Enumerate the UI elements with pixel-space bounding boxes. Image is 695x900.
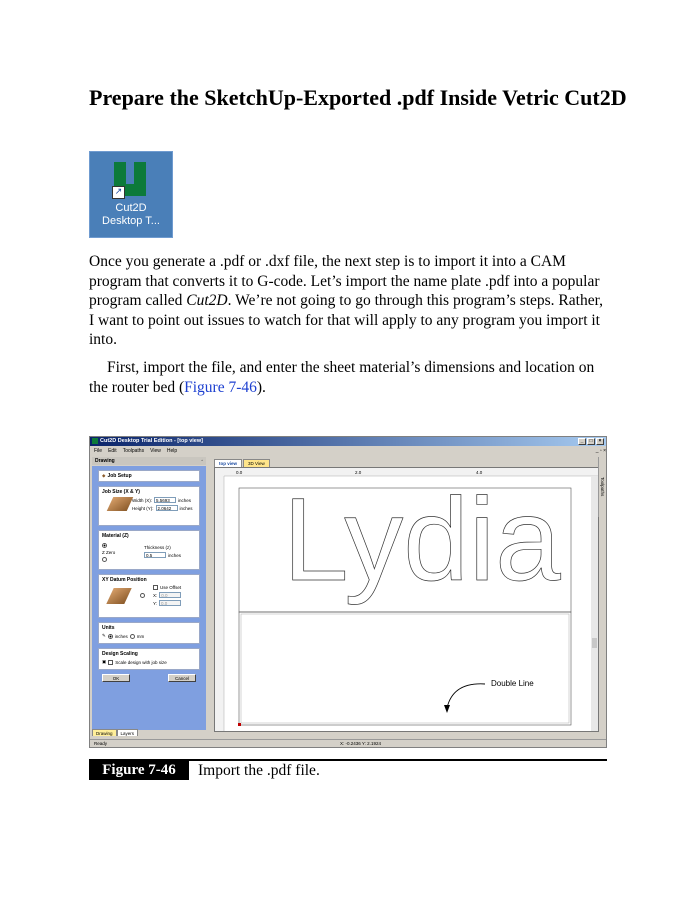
- mdi-controls-icon[interactable]: _ ▫ ×: [595, 448, 606, 454]
- width-input[interactable]: 5.5693: [154, 497, 176, 503]
- double-line-callout: Double Line: [491, 679, 534, 688]
- datum-card: XY Datum Position Use Offset X: 0.0 Y: 0.0: [98, 574, 200, 618]
- view-tabs: [214, 459, 270, 467]
- cut2d-screenshot: [89, 436, 607, 748]
- menu-bar: [90, 447, 610, 455]
- left-ruler: [215, 468, 224, 731]
- ok-button[interactable]: OK: [102, 674, 130, 682]
- shortcut-arrow-icon: ↗: [112, 186, 125, 199]
- coords-readout: X: -0.2436 Y: 2.1924: [340, 741, 381, 746]
- datum-center-radio[interactable]: [140, 593, 145, 598]
- cut2d-desktop-icon[interactable]: [89, 151, 173, 238]
- zzero-top-radio[interactable]: [102, 543, 107, 548]
- job-size-card: Job Size (X & Y) Width (X): 5.5693 inches Height (Y): 2.0642 inches: [98, 486, 200, 526]
- pin-icon[interactable]: ◦: [201, 458, 203, 464]
- units-card: Units ✎ inches mm: [98, 622, 200, 644]
- status-bar: [90, 739, 606, 747]
- vertical-scrollbar[interactable]: [591, 476, 598, 731]
- toolpaths-side-tab[interactable]: Toolpaths: [598, 457, 606, 517]
- ruler-icon: ✎: [102, 633, 106, 638]
- scale-icon: ▣: [102, 659, 107, 664]
- height-input[interactable]: 2.0642: [156, 505, 178, 511]
- offset-x-input[interactable]: 0.0: [159, 592, 181, 598]
- design-text-lydia: Lydia: [283, 474, 561, 606]
- status-text: Ready: [94, 741, 108, 746]
- ruler-label-4: 4.0: [476, 470, 483, 475]
- app-icon: [92, 438, 98, 444]
- menu-help[interactable]: Help: [166, 448, 178, 454]
- job-setup-icon: ◆: [102, 473, 106, 478]
- menu-toolpaths[interactable]: Toolpaths: [122, 448, 145, 454]
- cancel-button[interactable]: Cancel: [168, 674, 196, 682]
- desktop-icon-label: Cut2D Desktop T...: [102, 202, 160, 227]
- figure-link[interactable]: Figure 7-46: [184, 378, 257, 396]
- drawing-canvas[interactable]: [214, 467, 599, 732]
- ruler-label-0: 0.0: [236, 470, 243, 475]
- figure-caption: Import the .pdf file.: [198, 762, 320, 779]
- offset-y-input[interactable]: 0.0: [159, 600, 181, 606]
- drawing-panel: [92, 466, 206, 730]
- ruler-label-2: 2.0: [355, 470, 362, 475]
- body-paragraph-2: First, import the file, and enter the sheet material’s dimensions and location on the router bed (Figure 7-46).: [89, 359, 595, 396]
- section-heading: Prepare the SketchUp-Exported .pdf Inside Vetric Cut2D: [89, 85, 627, 110]
- job-setup-card: ◆ Job Setup: [98, 470, 200, 482]
- panel-tabs: [92, 729, 138, 736]
- drawing-panel-header: Drawing ◦: [92, 457, 206, 465]
- tab-top-view[interactable]: top view: [214, 459, 242, 467]
- zzero-bottom-radio[interactable]: [102, 557, 107, 562]
- body-paragraph-1: Once you generate a .pdf or .dxf file, the next step is to import it into a CAM program that converts it to G-code. Let’s import the name plate .pdf into a popular program called Cut2D. We’re not going to go through this program’s steps. Rather, I want to point out issues to watch for that will apply to any program you import it into.: [89, 253, 603, 348]
- sheet-bottom-outline: [239, 612, 571, 725]
- maximize-icon[interactable]: □: [587, 438, 595, 445]
- close-icon[interactable]: ×: [596, 438, 604, 445]
- figure-label: Figure 7-46: [89, 761, 189, 780]
- scaling-card: Design Scaling ▣ Scale design with job size: [98, 648, 200, 670]
- tab-drawing[interactable]: Drawing: [92, 729, 117, 736]
- scale-design-checkbox[interactable]: [108, 660, 113, 665]
- datum-sheet-icon: [106, 588, 131, 604]
- tab-layers[interactable]: Layers: [117, 729, 139, 736]
- use-offset-checkbox[interactable]: [153, 585, 158, 590]
- window-titlebar: Cut2D Desktop Trial Edition - [top view] _ □ ×: [90, 437, 606, 446]
- menu-edit[interactable]: Edit: [108, 448, 117, 454]
- units-mm-radio[interactable]: [130, 634, 135, 639]
- origin-marker: [238, 723, 241, 726]
- units-inches-radio[interactable]: [108, 634, 113, 639]
- sheet-icon: [107, 497, 134, 511]
- menu-view[interactable]: View: [150, 448, 161, 454]
- tab-3d-view[interactable]: 3D View: [243, 459, 270, 467]
- minimize-icon[interactable]: _: [578, 438, 586, 445]
- material-card: Material (Z) Z Zero Thickness (z) 0.5 inches: [98, 530, 200, 570]
- thickness-input[interactable]: 0.5: [144, 552, 166, 558]
- menu-file[interactable]: File: [94, 448, 103, 454]
